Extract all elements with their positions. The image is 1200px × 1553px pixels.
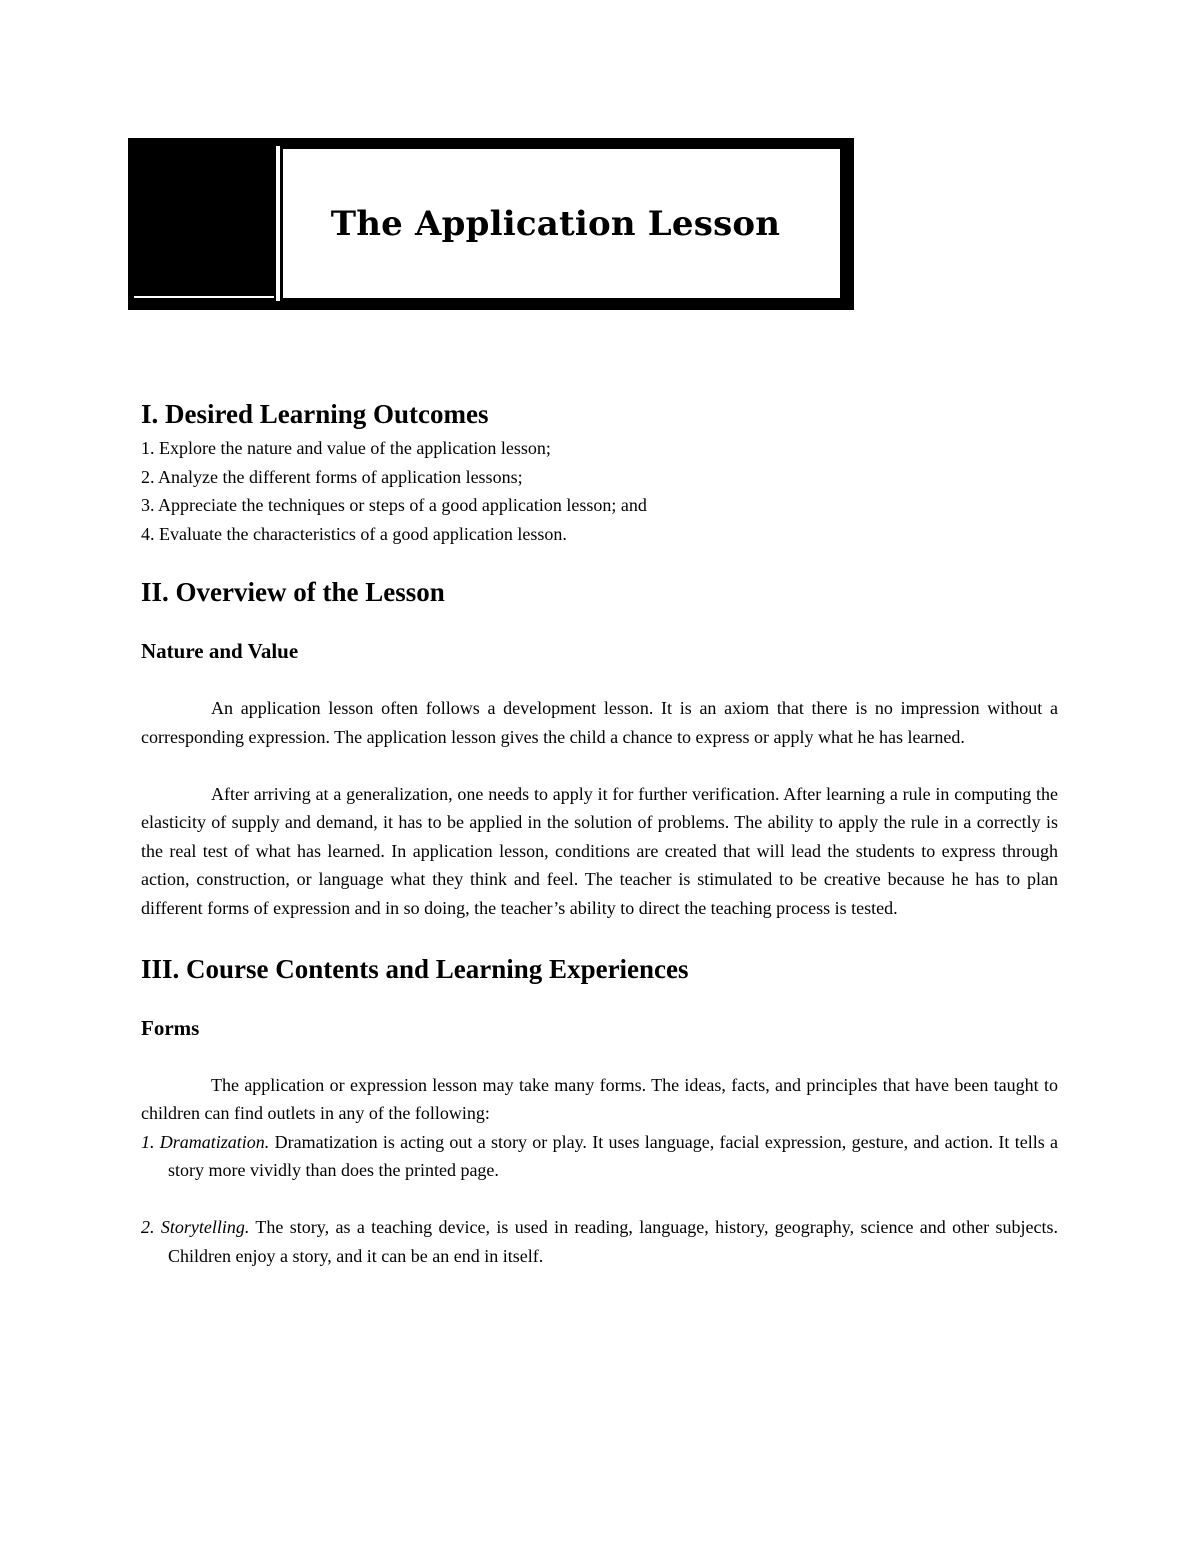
list-item: 1. Explore the nature and value of the application lesson; — [141, 438, 551, 458]
section-heading-course-contents: III. Course Contents and Learning Experiences — [141, 953, 689, 984]
list-item: 2. Analyze the different forms of application lessons; — [141, 466, 523, 487]
list-item — [141, 1213, 1058, 1270]
form-description: The story, as a teaching device, is used in reading, language, history, geography, science and other subjects. Children enjoy a story, and it can be an end in itself. — [168, 1216, 1058, 1266]
paragraph: The application or expression lesson may take many forms. The ideas, facts, and principles that have been taught to children can find outlets in any of the following: — [141, 1074, 1058, 1124]
forms-list — [141, 1128, 1058, 1270]
subheading-nature-value: Nature and Value — [141, 639, 299, 664]
list-item — [141, 1128, 1058, 1185]
title-banner — [128, 138, 854, 310]
banner-dark-block — [134, 144, 274, 298]
form-number: 2. — [141, 1216, 155, 1237]
paragraph: After arriving at a generalization, one needs to apply it for further verification. After learning a rule in computing the elasticity of supply and demand, it has to be applied in the solution of problems. The ability to apply the rule in a correctly is the real test of what has learned. In application lesson, conditions are created that will lead the students to express through action, construction, or language what they think and feel. The teacher is stimulated to be creative because he has to plan different forms of expression and in so doing, the teacher’s ability to direct the teaching process is tested. — [141, 783, 1058, 918]
list-item: 4. Evaluate the characteristics of a good application lesson. — [141, 523, 567, 544]
form-number: 1. — [141, 1131, 155, 1152]
form-description: Dramatization is acting out a story or play. It uses language, facial expression, gesture, and action. It tells a story more vividly than does the printed page. — [168, 1131, 1058, 1181]
document-body — [141, 396, 1058, 1270]
subheading-forms: Forms — [141, 1015, 200, 1040]
section-heading-overview: II. Overview of the Lesson — [141, 577, 445, 608]
form-term: Storytelling. — [160, 1216, 250, 1237]
form-term: Dramatization. — [159, 1131, 270, 1152]
banner-title-box — [280, 146, 843, 301]
outcomes-list — [141, 434, 1058, 548]
section-heading-outcomes: I. Desired Learning Outcomes — [141, 399, 489, 429]
paragraph: An application lesson often follows a development lesson. It is an axiom that there is no impression without a corresponding expression. The application lesson gives the child a chance to express or apply what he has learned. — [141, 698, 1058, 747]
document-title: The Application Lesson — [330, 203, 781, 244]
list-item: 3. Appreciate the techniques or steps of a good application lesson; and — [141, 495, 647, 516]
